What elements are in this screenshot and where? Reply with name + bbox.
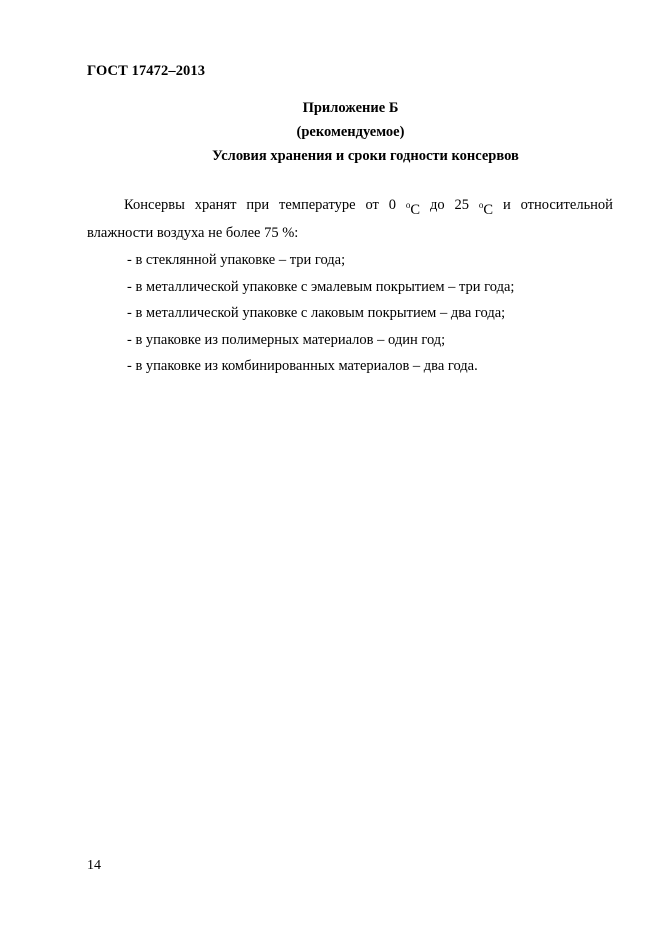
list-item: - в металлической упаковке с эмалевым покрытием – три года;: [127, 278, 515, 295]
word: 25: [454, 197, 469, 213]
word: и: [502, 197, 511, 213]
word: до: [429, 197, 445, 213]
list-item: - в стеклянной упаковке – три года;: [127, 252, 346, 268]
list-item: - в упаковке из полимерных материалов – один год;: [127, 331, 446, 348]
list-item: - в металлической упаковке с лаковым покрытием – два года;: [127, 305, 506, 321]
word: от: [365, 197, 379, 213]
shelf-life-list: [127, 247, 514, 380]
word: при: [246, 197, 270, 213]
word: хранят: [194, 197, 237, 213]
list-item: - в упаковке из комбинированных материалов – два года.: [127, 358, 478, 374]
page-number: 14: [87, 858, 101, 873]
temperature-unit: $^o$C: [405, 200, 421, 218]
word: Консервы: [124, 197, 185, 213]
annex-status: (рекомендуемое): [296, 124, 405, 140]
annex-heading: Условия хранения и сроки годности консервов: [212, 148, 519, 164]
word: температуре: [279, 197, 356, 213]
paragraph-line-2: влажности воздуха не более 75 %:: [87, 225, 299, 241]
document-code: ГОСТ 17472–2013: [87, 63, 206, 79]
temperature-unit: $^o$C: [478, 200, 494, 218]
word: относительной: [520, 197, 613, 213]
annex-title: Приложение Б: [302, 100, 399, 116]
word: 0: [388, 197, 396, 213]
